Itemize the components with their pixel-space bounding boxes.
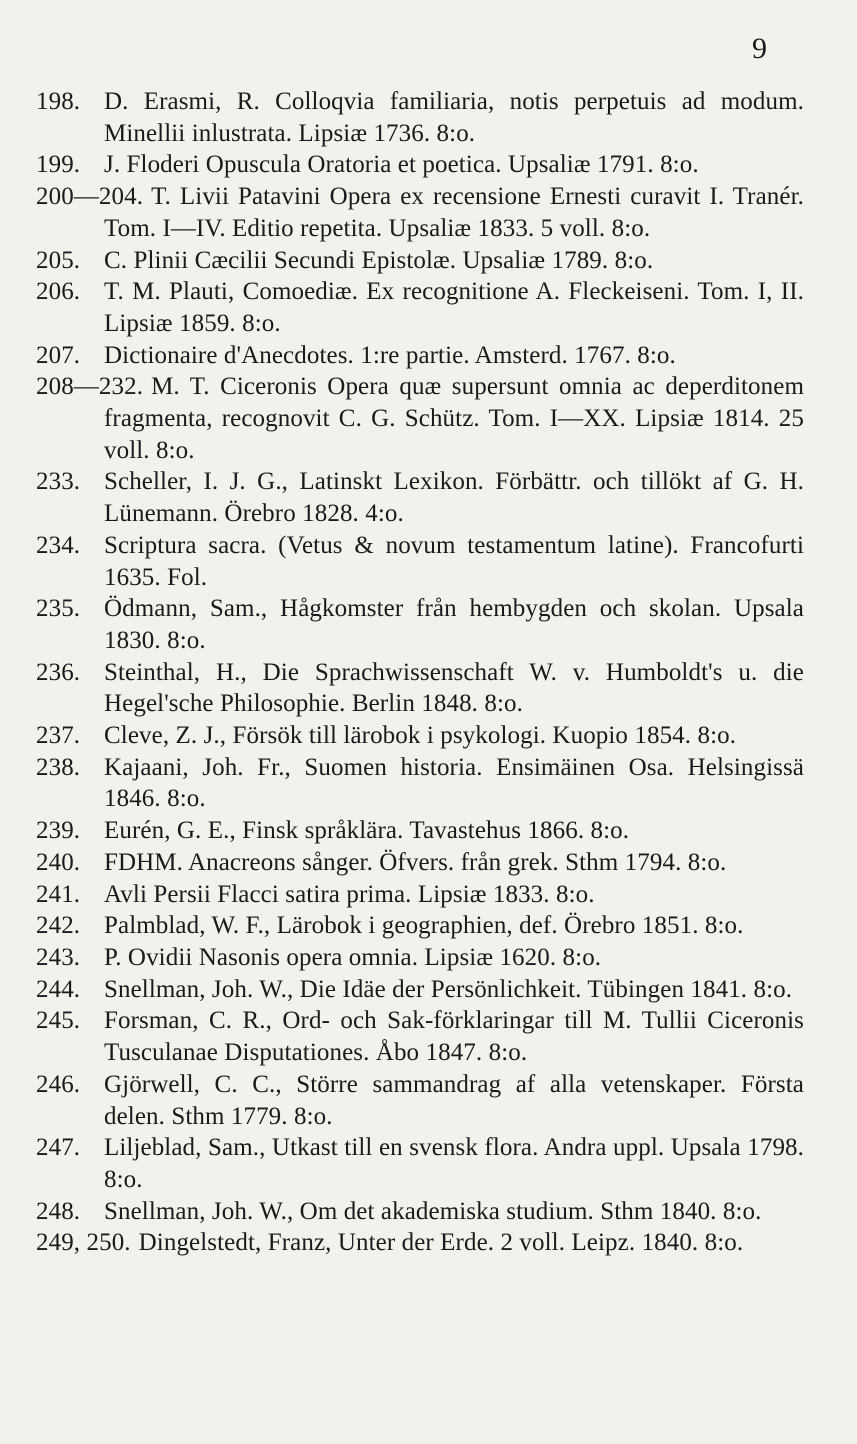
entry-number: 205.	[36, 246, 81, 274]
entry-text: Snellman, Joh. W., Die Idäe der Persönlichkeit. Tübingen 1841. 8:o.	[104, 975, 793, 1003]
entry-text: Scheller, I. J. G., Latinskt Lexikon. Förbättr. och tillökt af G. H. Lünemann. Örebro 1828. 4:o.	[104, 468, 804, 528]
entry-number: 235.	[36, 595, 81, 623]
entry-number: 207.	[36, 341, 81, 369]
catalog-entry	[36, 1132, 804, 1195]
entry-number: 242.	[36, 912, 81, 940]
entry-number: 199.	[36, 151, 81, 179]
entry-number: 246.	[36, 1070, 81, 1098]
entry-text: Cleve, Z. J., Försök till lärobok i psykologi. Kuopio 1854. 8:o.	[104, 722, 737, 750]
entry-number: 247.	[36, 1134, 81, 1162]
catalog-entry	[36, 593, 804, 656]
entry-number: 236.	[36, 658, 81, 686]
entry-text: Snellman, Joh. W., Om det akademiska studium. Sthm 1840. 8:o.	[104, 1197, 762, 1225]
catalog-entry	[36, 86, 804, 149]
entry-text: D. Erasmi, R. Colloqvia familiaria, notis perpetuis ad modum. Minellii inlustrata. Lipsiæ 1736. 8:o.	[104, 88, 804, 147]
catalog-entry	[36, 910, 804, 942]
entry-number: 245.	[36, 1007, 81, 1035]
entry-text: Liljeblad, Sam., Utkast till en svensk flora. Andra uppl. Upsala 1798. 8:o.	[104, 1134, 804, 1193]
entry-text: P. Ovidii Nasonis opera omnia. Lipsiæ 1620. 8:o.	[104, 943, 602, 971]
entry-number: 244.	[36, 975, 81, 1003]
entry-text: T. M. Plauti, Comoediæ. Ex recognitione A. Fleckeiseni. Tom. I, II. Lipsiæ 1859. 8:o.	[104, 278, 804, 337]
entry-number: 234.	[36, 531, 81, 559]
entry-text: M. T. Ciceronis Opera quæ supersunt omnia ac deperditonem fragmenta, recognovit C. G. Schütz. Tom. I—XX. Lipsiæ 1814. 25 voll. 8:o.	[104, 373, 804, 464]
entry-number: 238.	[36, 753, 81, 781]
entry-text: J. Floderi Opuscula Oratoria et poetica. Upsaliæ 1791. 8:o.	[104, 151, 699, 179]
entry-number: 243.	[36, 943, 81, 971]
entry-text: FDHM. Anacreons sånger. Öfvers. från grek. Sthm 1794. 8:o.	[104, 848, 727, 876]
catalog-entry	[36, 466, 804, 529]
catalog-entry	[36, 752, 804, 815]
entry-number: 233.	[36, 468, 81, 496]
entry-text: Steinthal, H., Die Sprachwissenschaft W. v. Humboldt's u. die Hegel'sche Philosophie. Berlin 1848. 8:o.	[104, 658, 804, 718]
entry-text: Eurén, G. E., Finsk språklära. Tavastehus 1866. 8:o.	[104, 817, 630, 845]
catalog-entry	[36, 530, 804, 593]
entry-number: 249, 250.	[36, 1229, 131, 1257]
catalog-entry	[36, 340, 804, 372]
catalog-entry	[36, 1005, 804, 1068]
entry-text: Dictionaire d'Anecdotes. 1:re partie. Amsterd. 1767. 8:o.	[104, 341, 676, 369]
entry-text: C. Plinii Cæcilii Secundi Epistolæ. Upsaliæ 1789. 8:o.	[104, 246, 654, 274]
catalog-entry	[36, 1196, 804, 1228]
catalog-entry	[36, 181, 804, 244]
catalog-entry	[36, 657, 804, 720]
catalog-entry	[36, 371, 804, 466]
catalog-entry	[36, 149, 804, 181]
entry-number: 200—204.	[36, 183, 144, 211]
catalog-entry	[36, 1227, 804, 1259]
entry-number: 239.	[36, 817, 81, 845]
entry-number: 206.	[36, 278, 81, 306]
entry-number: 198.	[36, 88, 81, 115]
catalog-list	[0, 86, 857, 1259]
catalog-entry	[36, 942, 804, 974]
catalog-entry	[36, 815, 804, 847]
catalog-entry	[36, 276, 804, 339]
entry-text: Ödmann, Sam., Hågkomster från hembygden och skolan. Upsala 1830. 8:o.	[104, 595, 804, 654]
entry-text: Forsman, C. R., Ord- och Sak-förklaringar till M. Tullii Ciceronis Tusculanae Disputationes. Åbo 1847. 8:o.	[104, 1007, 804, 1067]
catalog-entry	[36, 245, 804, 277]
entry-number: 240.	[36, 848, 81, 876]
entry-number: 241.	[36, 880, 81, 908]
catalog-entry	[36, 720, 804, 752]
catalog-entry	[36, 847, 804, 879]
entry-text: Palmblad, W. F., Lärobok i geographien, def. Örebro 1851. 8:o.	[104, 912, 744, 940]
entry-number: 237.	[36, 722, 81, 750]
entry-number: 248.	[36, 1197, 81, 1225]
catalog-entry	[36, 1069, 804, 1132]
entry-text: Scriptura sacra. (Vetus & novum testamentum latine). Francofurti 1635. Fol.	[104, 531, 804, 591]
catalog-entry	[36, 974, 804, 1006]
catalog-entry	[36, 879, 804, 911]
entry-text: Dingelstedt, Franz, Unter der Erde. 2 voll. Leipz. 1840. 8:o.	[138, 1229, 744, 1257]
entry-text: Kajaani, Joh. Fr., Suomen historia. Ensimäinen Osa. Helsingissä 1846. 8:o.	[104, 753, 804, 813]
entry-text: Avli Persii Flacci satira prima. Lipsiæ 1833. 8:o.	[104, 880, 595, 908]
entry-text: T. Livii Patavini Opera ex recensione Ernesti curavit I. Tranér. Tom. I—IV. Editio repetita. Upsaliæ 1833. 5 voll. 8:o.	[104, 183, 804, 242]
page-number: 9	[752, 32, 767, 65]
entry-number: 208—232.	[36, 373, 144, 401]
entry-text: Gjörwell, C. C., Större sammandrag af alla vetenskaper. Första delen. Sthm 1779. 8:o.	[104, 1070, 804, 1130]
